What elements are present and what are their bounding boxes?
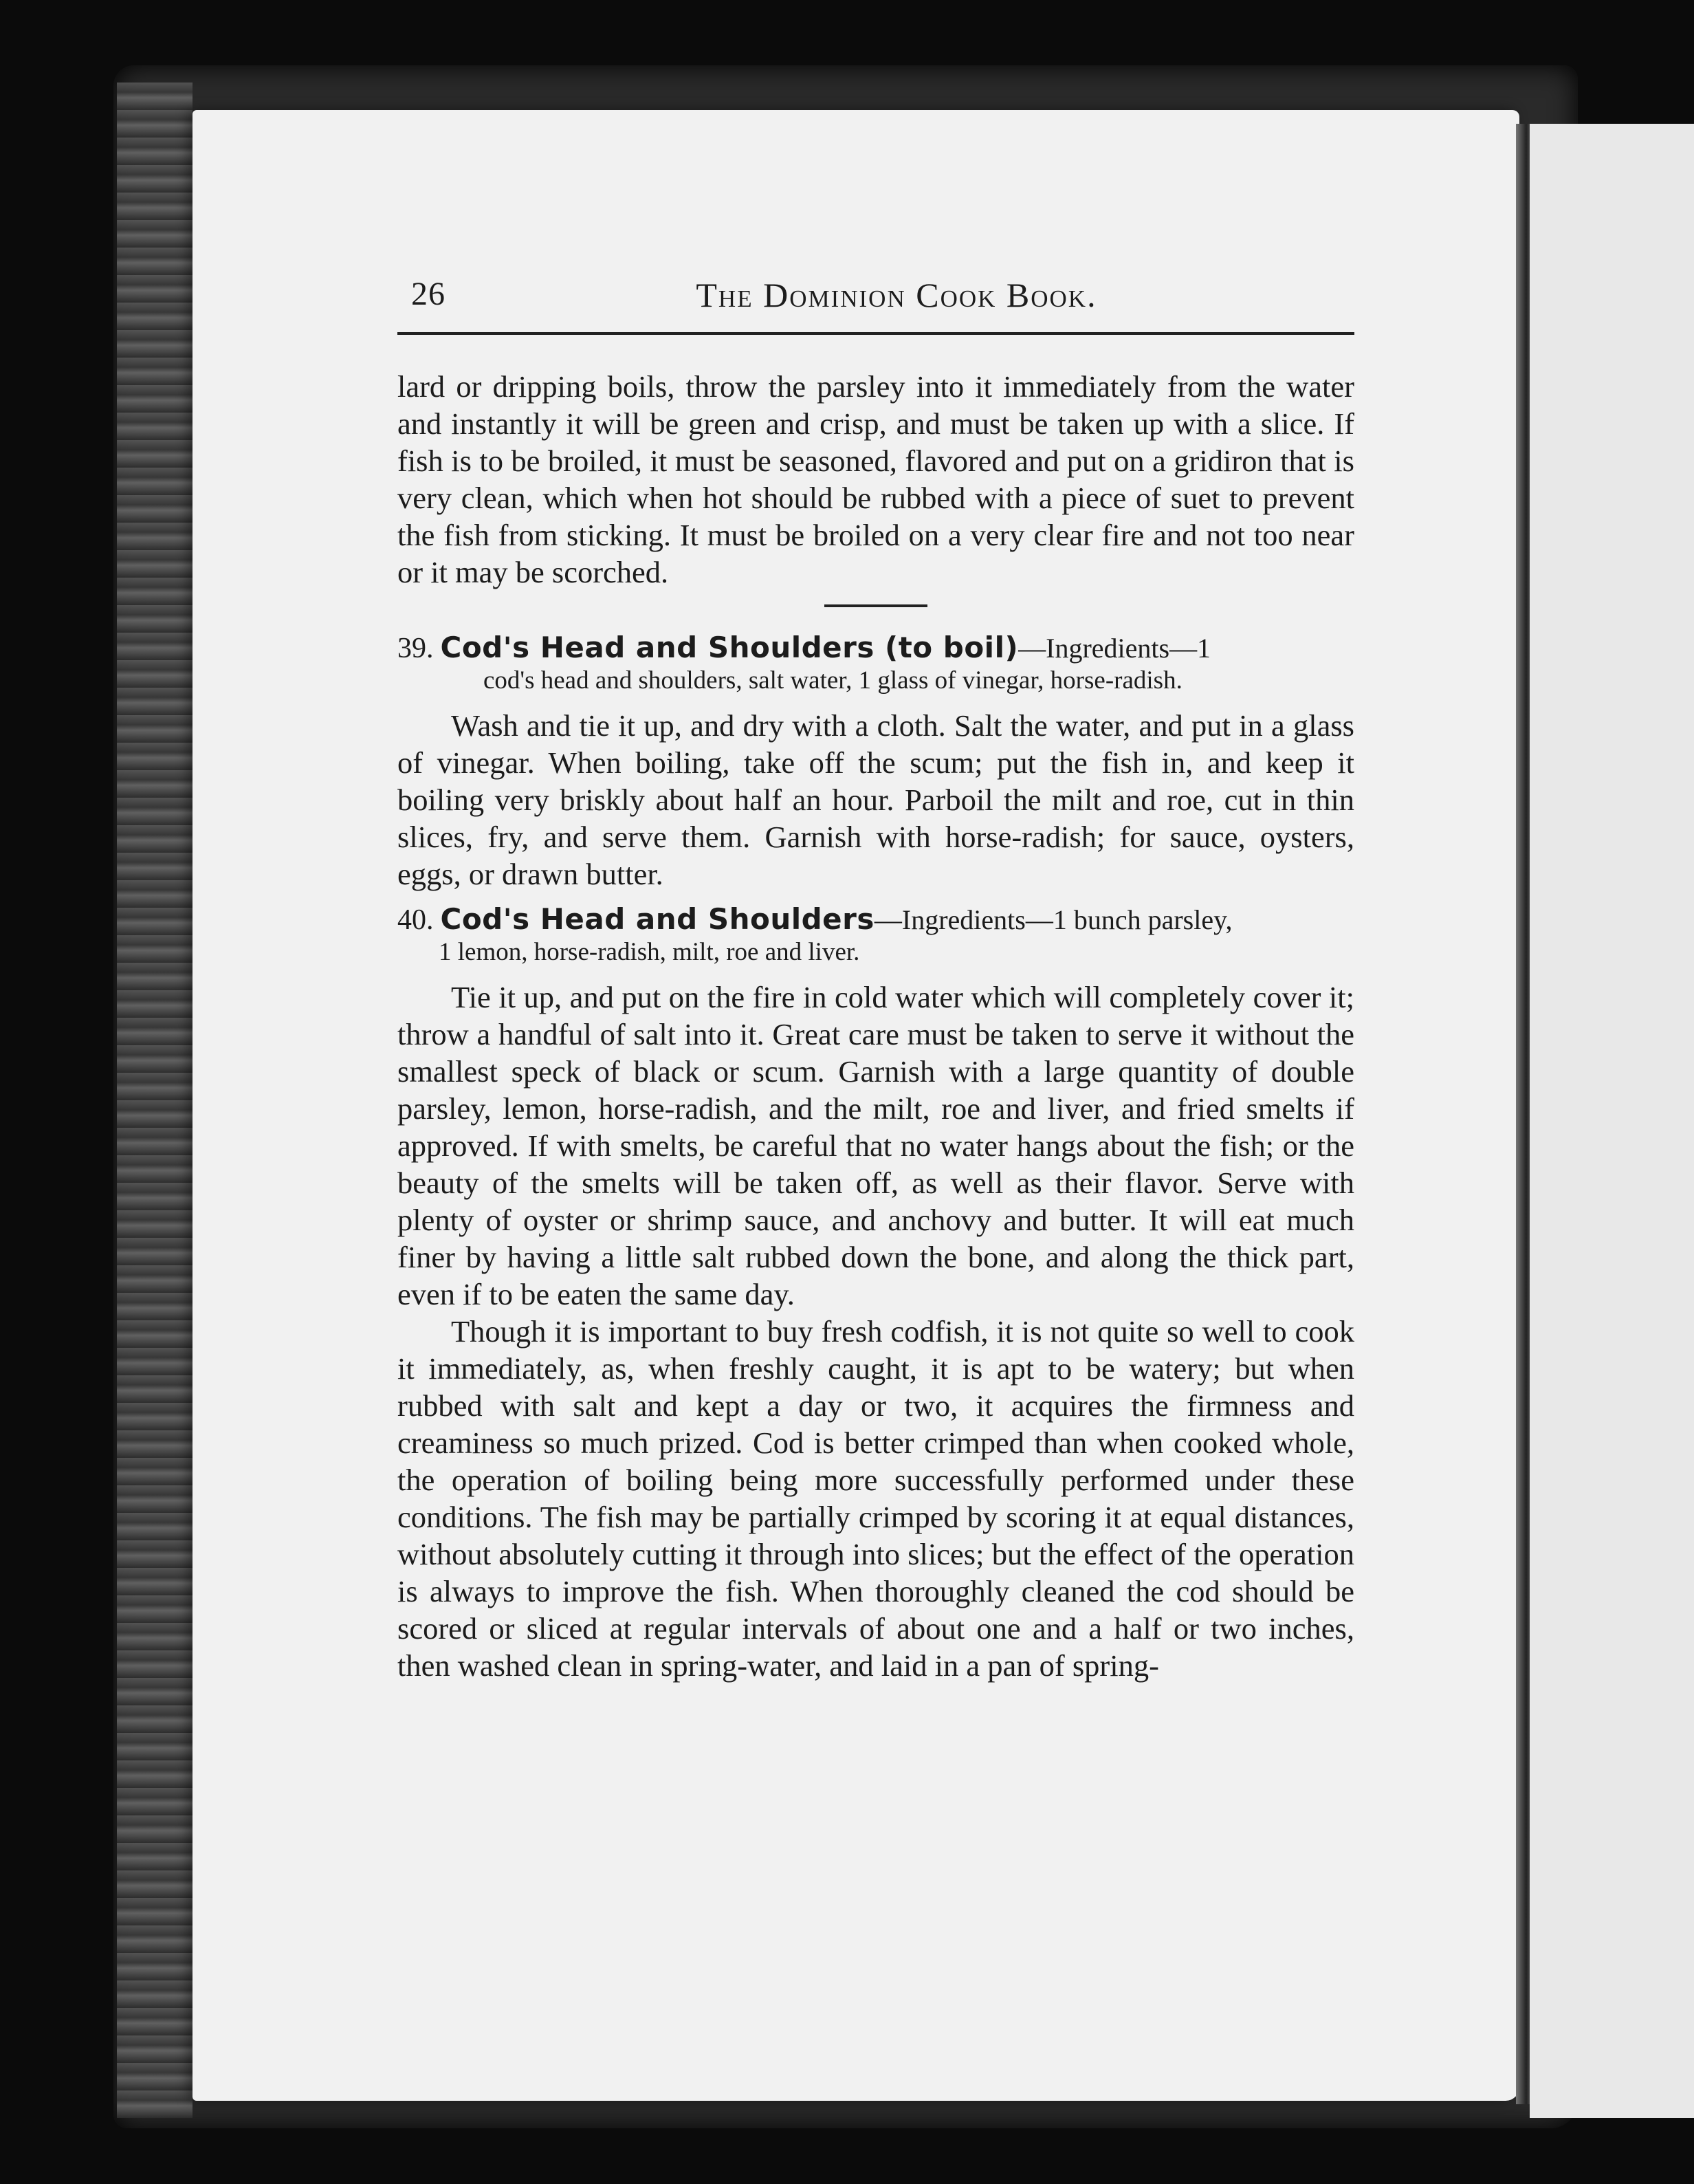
facing-page-edge <box>1530 124 1694 2118</box>
recipe-title: Cod's Head and Shoulders <box>440 902 874 936</box>
recipe-number: 40. <box>397 904 434 936</box>
book-title: The Dominion Cook Book. <box>696 276 1097 314</box>
recipe-heading <box>397 902 1354 937</box>
section-divider <box>824 604 927 607</box>
header-rule <box>397 332 1354 335</box>
recipe-paragraph: Tie it up, and put on the fire in cold water which will completely cover it; throw a handful of salt into it. Great care must be taken to serve it without the smallest speck of black or scum. Garnish with a large quantity of double parsley, lemon, horse-radish, and the milt, roe and liver, and fried smelts if approved. If with smelts, be careful that no water hangs about the fish; or the beauty of the smelts will be taken off, as well as their flavor. Serve with plenty of oyster or shrimp sauce, and anchovy and butter. It will eat much finer by having a little salt rubbed down the bone, and along the thick part, even if to be eaten the same day. <box>397 980 1354 1311</box>
recipe-39 <box>397 631 1354 893</box>
ingredients-first: 1 bunch parsley, <box>1053 904 1233 935</box>
recipe-paragraph: Wash and tie it up, and dry with a cloth. Salt the water, and put in a glass of vinegar. When boiling, take off the scum; put the fish in, and keep it boiling very briskly about half an hour. Parboil the milt and roe, cut in thin slices, fry, and serve them. Garnish with horse-radish; for sauce, oysters, eggs, or drawn butter. <box>397 708 1354 891</box>
book-cover-worn-edge <box>117 83 192 2118</box>
recipe-40 <box>397 902 1354 1684</box>
ingredients-label: —Ingredients— <box>874 904 1053 935</box>
intro-paragraph: lard or dripping boils, throw the parsley into it immediately from the water and instantly it will be green and crisp, and must be taken up with a slice. If fish is to be broiled, it must be seasoned, flavored and put on a gridiron that is very clean, which when hot should be rubbed with a piece of suet to prevent the fish from sticking. It must be broiled on a very clear fire and not too near or it may be scorched. <box>397 369 1354 589</box>
ingredients-first: 1 <box>1197 633 1211 664</box>
ingredients-list: 1 lemon, horse-radish, milt, roe and liver. <box>439 938 860 966</box>
ingredients-list: cod's head and shoulders, salt water, 1 glass of vinegar, horse-radish. <box>483 666 1182 695</box>
recipe-paragraph: Though it is important to buy fresh codfish, it is not quite so well to cook it immediately, as, when freshly caught, it is apt to be watery; but when rubbed with salt and kept a day or two, it acquires the firmness and creaminess so much prized. Cod is better crimped than when cooked whole, the operation of boiling being more successfully performed under these conditions. The fish may be partially crimped by scoring it at equal distances, without absolutely cutting it through into slices; but the effect of the operation is always to improve the fish. When thoroughly cleaned the cod should be scored or sliced at regular intervals of about one and a half or two inches, then washed clean in spring-water, and laid in a pan of spring- <box>397 1314 1354 1683</box>
page-text-column <box>397 275 1354 1683</box>
recipe-title: Cod's Head and Shoulders (to boil) <box>440 631 1019 664</box>
recipe-number: 39. <box>397 633 434 664</box>
running-head <box>397 275 1354 323</box>
recipe-heading <box>397 631 1354 666</box>
page-body <box>397 368 1354 1684</box>
page-number: 26 <box>411 276 446 312</box>
ingredients-label: —Ingredients— <box>1018 633 1198 664</box>
